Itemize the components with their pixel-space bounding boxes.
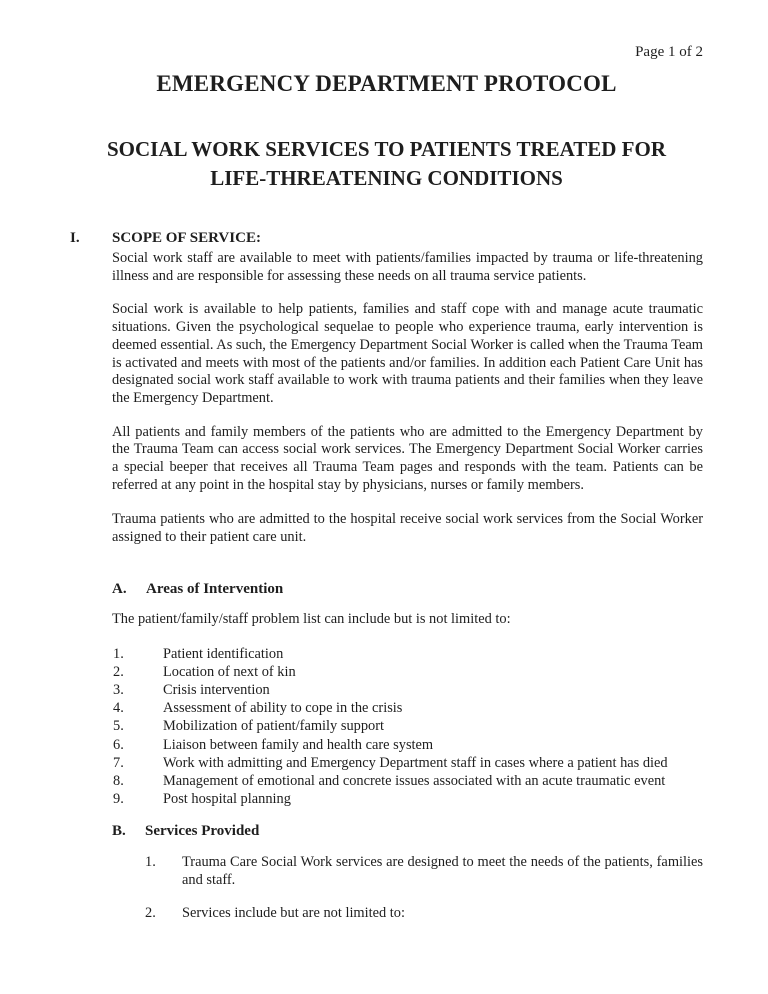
list-item-text: Post hospital planning (163, 791, 291, 808)
subsection-b-heading (112, 822, 703, 840)
list-item-text: Services include but are not limited to: (182, 904, 405, 921)
list-item-number: 4. (113, 700, 124, 717)
list-item-text: Mobilization of patient/family support (163, 718, 385, 735)
list-item (113, 772, 703, 790)
subsection-heading-text: Services Provided (145, 823, 260, 840)
page-indicator: Page 1 of 2 (635, 44, 703, 60)
services-numbered-list (70, 854, 703, 922)
section-scope-heading (70, 229, 703, 247)
document-body (70, 229, 703, 922)
list-item-text: Trauma Care Social Work services are designed to meet the needs of the patients, families and staff. (182, 854, 703, 889)
list-item-number: 2. (145, 904, 156, 921)
scope-paragraph-3: All patients and family members of the patients who are admitted to the Emergency Department by the Trauma Team can access social work services. The Emergency Department Social Worker carries a special beeper that receives all Trauma Team pages and responds with the team. Patients can be referred at any point in the hospital stay by physicians, nurses or family members. (112, 423, 703, 493)
subsection-number: B. (112, 823, 126, 840)
list-item-number: 6. (113, 736, 124, 753)
list-item-number: 5. (113, 718, 124, 735)
document-title: EMERGENCY DEPARTMENT PROTOCOL (156, 71, 617, 96)
areas-intro-text: The patient/family/staff problem list can include but is not limited to: (112, 610, 511, 627)
list-item-text: Work with admitting and Emergency Department staff in cases where a patient has died (163, 754, 668, 771)
list-item (145, 905, 703, 923)
list-item-text: Management of emotional and concrete issues associated with an acute traumatic event (163, 772, 666, 789)
list-item-text: Patient identification (163, 645, 284, 662)
list-item-number: 1. (145, 854, 156, 871)
scope-paragraph-4: Trauma patients who are admitted to the hospital receive social work services from the Social Worker assigned to their patient care unit. (112, 511, 703, 546)
document-subtitle-line-2: LIFE-THREATENING CONDITIONS (210, 166, 563, 190)
list-item (113, 736, 703, 754)
subsection-a-heading (112, 580, 703, 598)
areas-numbered-list (70, 645, 703, 809)
subsection-heading-text: Areas of Intervention (146, 580, 284, 597)
section-number: I. (70, 230, 80, 246)
section-heading-text: SCOPE OF SERVICE: (112, 230, 261, 246)
list-item-number: 1. (113, 645, 124, 662)
list-item-text: Crisis intervention (163, 681, 270, 698)
list-item-number: 9. (113, 791, 124, 808)
list-item-text: Location of next of kin (163, 663, 296, 680)
list-item-number: 2. (113, 663, 124, 680)
scope-paragraph-1: Social work staff are available to meet with patients/families impacted by trauma or life-threatening illness and are responsible for assessing these needs on all trauma service patients. (112, 250, 703, 284)
list-item-number: 7. (113, 754, 124, 771)
list-item (145, 854, 703, 889)
list-item-number: 8. (113, 772, 124, 789)
list-item (113, 681, 703, 699)
list-item-number: 3. (113, 681, 124, 698)
list-item (113, 754, 703, 772)
document-subtitle-line-1: SOCIAL WORK SERVICES TO PATIENTS TREATED FOR (106, 137, 667, 161)
list-item (113, 645, 703, 663)
list-item (113, 717, 703, 735)
list-item-text: Liaison between family and health care system (163, 736, 434, 753)
document-subtitle (70, 135, 703, 193)
list-item-text: Assessment of ability to cope in the crisis (163, 700, 403, 717)
list-item (113, 699, 703, 717)
list-item (113, 663, 703, 681)
scope-paragraph-2: Social work is available to help patients, families and staff cope with and manage acute traumatic situations. Given the psychological sequelae to people who experience trauma, early intervention is deemed essential. As such, the Emergency Department Social Worker is called when the Trauma Team is activated and meets with most of the patients and/or families. In addition each Patient Care Unit has designated social work staff available to work with trauma patients and their families when they leave the Emergency Department. (112, 301, 703, 406)
list-item (113, 790, 703, 808)
subsection-number: A. (112, 580, 127, 597)
